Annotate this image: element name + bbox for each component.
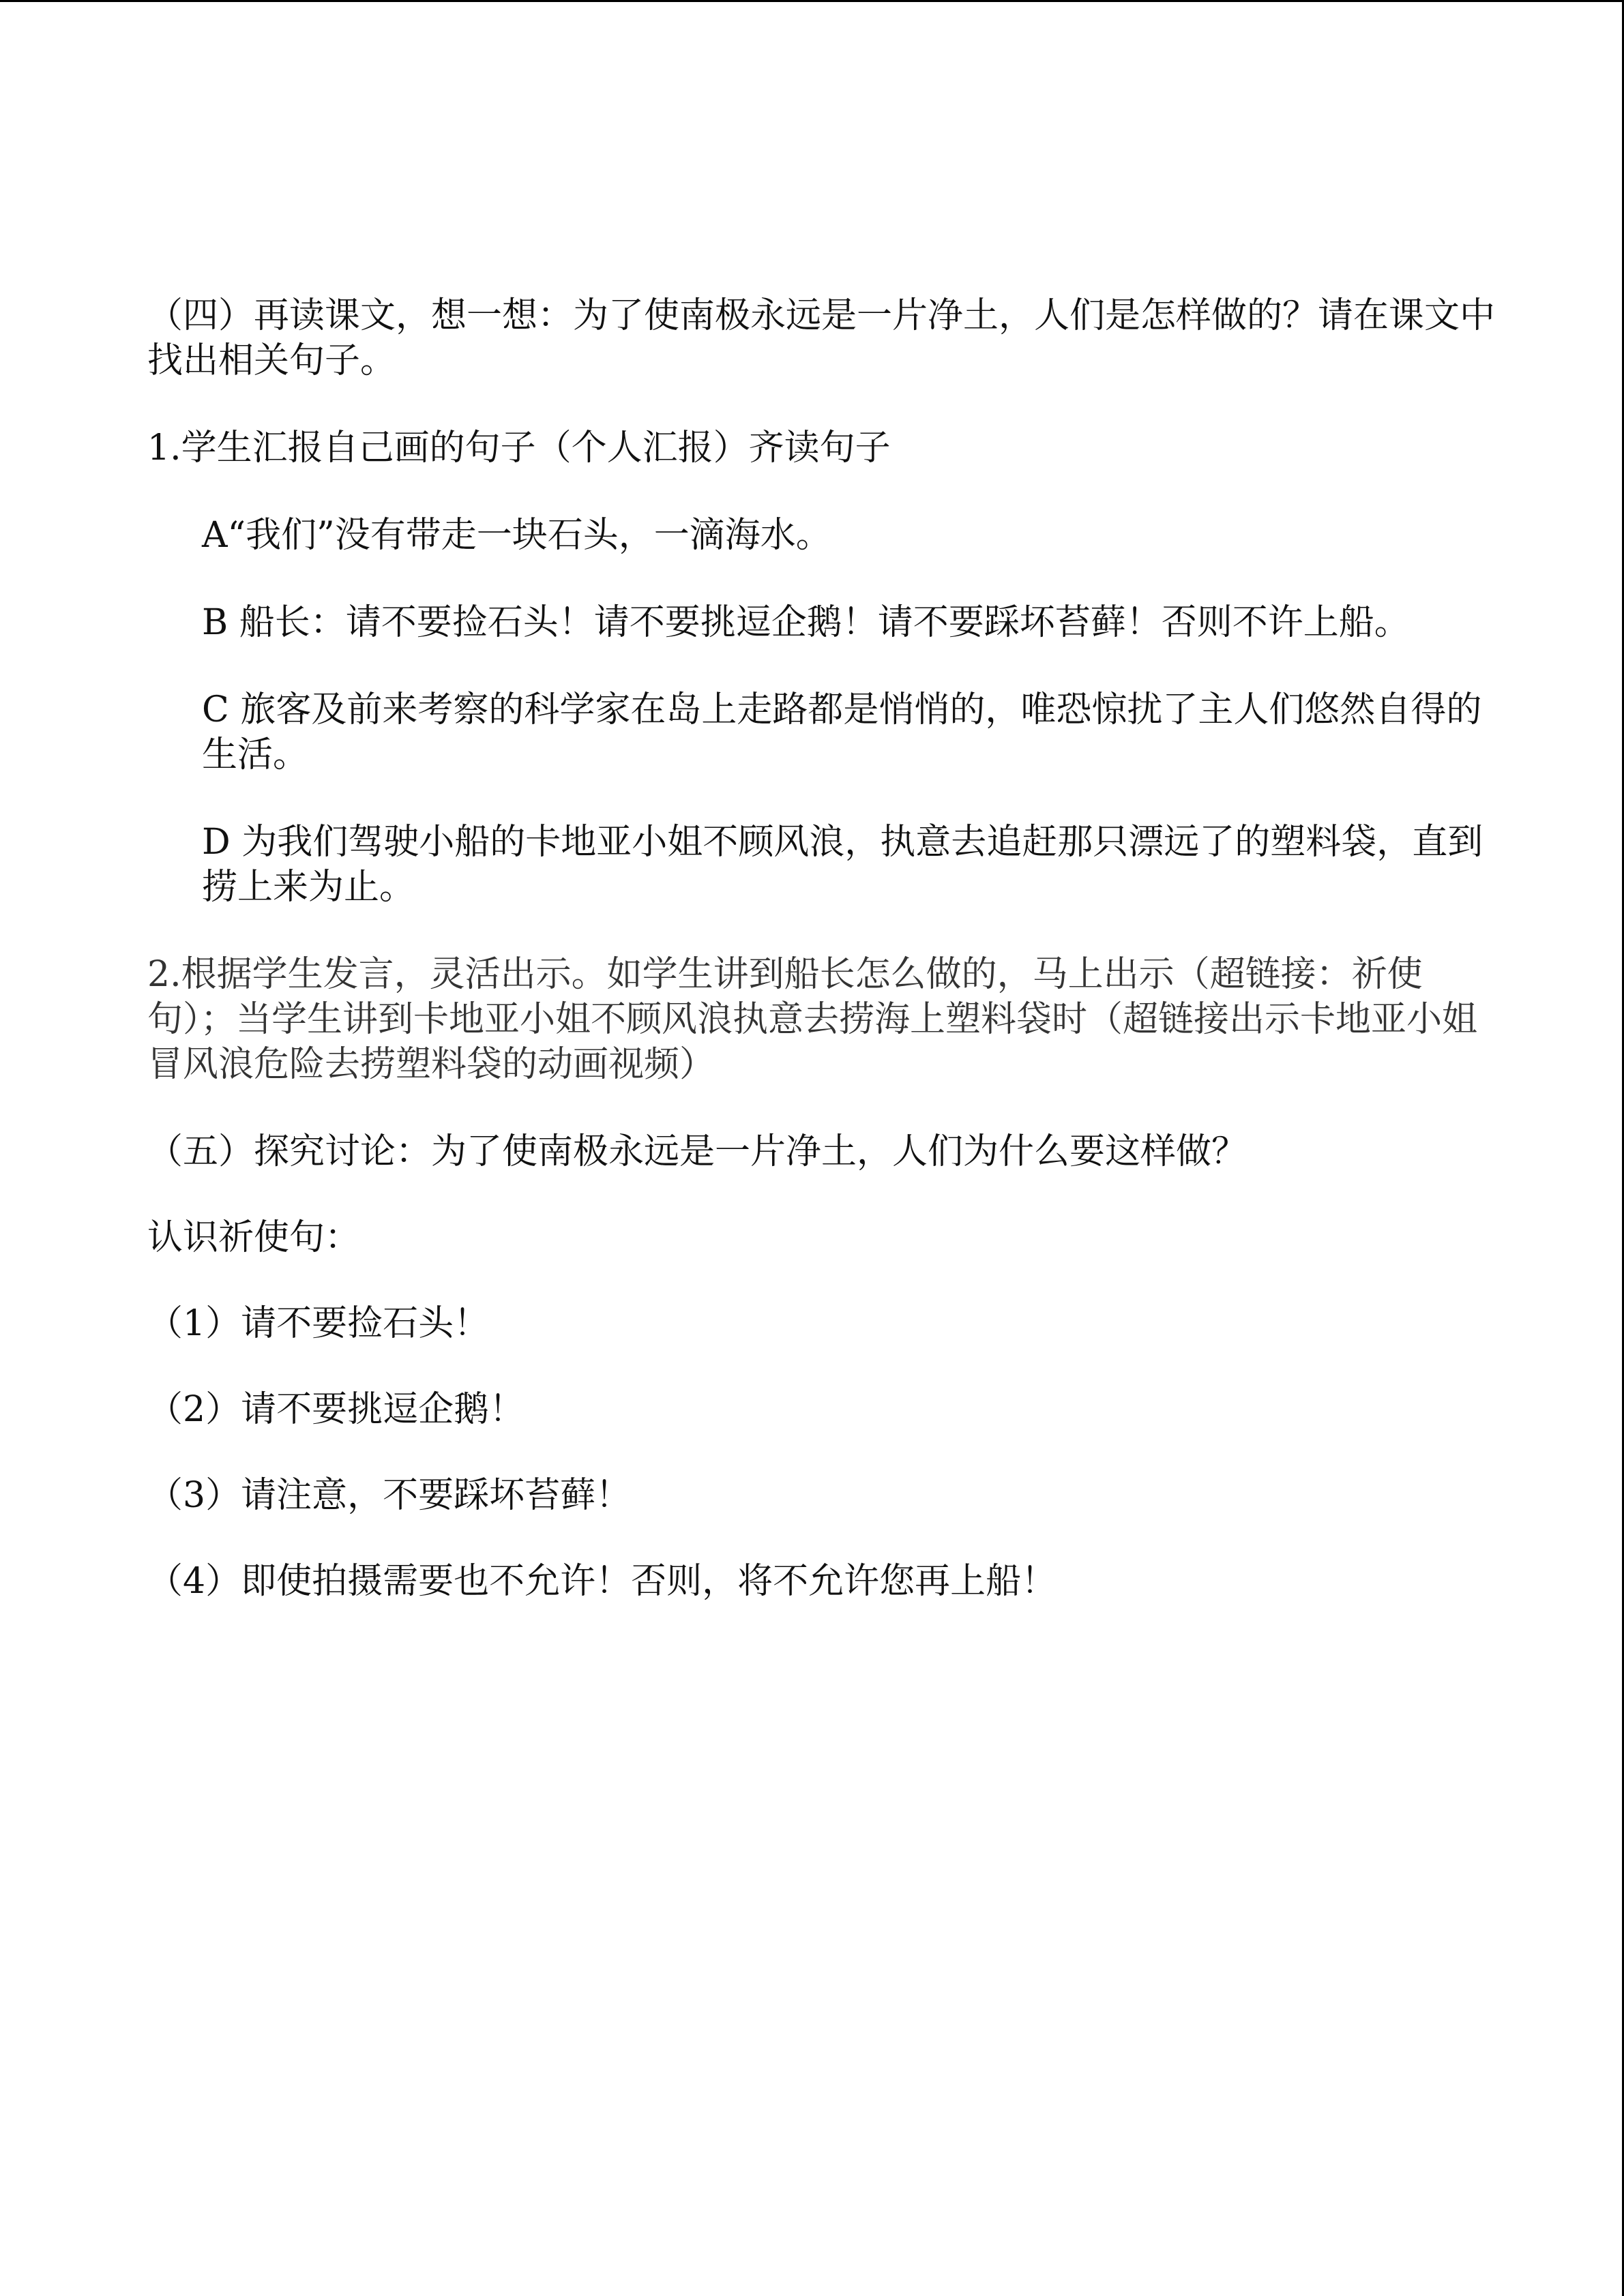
imperative-sentence-heading: 认识祈使句： [147,1217,361,1258]
teaching-note: 2.根据学生发言，灵活出示。如学生讲到船长怎么做的，马上出示（超链接：祈使句）；当学生讲到卡地亚小姐不顾风浪执意去捞海上塑料袋时（超链接出示卡地亚小姐冒风浪危险去捞塑料袋的动画视频） [147,954,1478,1085]
imperative-example-1: （1）请不要捡石头！ [147,1303,490,1344]
imperative-example-3: （3）请注意，不要踩坏苔藓！ [147,1475,632,1516]
imperative-example-4: （4）即使拍摄需要也不允许！否则，将不允许您再上船！ [147,1561,1057,1602]
sentence-a: A“我们”没有带走一块石头，一滴海水。 [202,515,831,556]
sentence-b: B 船长：请不要捡石头！请不要挑逗企鹅！请不要踩坏苔藓！否则不许上船。 [202,602,1410,643]
student-report-item: 1.学生汇报自己画的句子（个人汇报）齐读句子 [147,428,891,468]
page-top-border [0,0,1624,2]
section-four-question: （四）再读课文，想一想：为了使南极永远是一片净土，人们是怎样做的？请在课文中找出相关句子。 [147,295,1496,381]
document-body [147,293,1498,1604]
imperative-example-2: （2）请不要挑逗企鹅！ [147,1389,525,1430]
section-five-discussion: （五）探究讨论：为了使南极永远是一片净土，人们为什么要这样做？ [147,1131,1247,1172]
sentence-c: C 旅客及前来考察的科学家在岛上走路都是悄悄的，唯恐惊扰了主人们悠然自得的生活。 [202,689,1482,775]
sentence-d: D 为我们驾驶小船的卡地亚小姐不顾风浪，执意去追赶那只漂远了的塑料袋，直到捞上来为止。 [202,822,1483,908]
